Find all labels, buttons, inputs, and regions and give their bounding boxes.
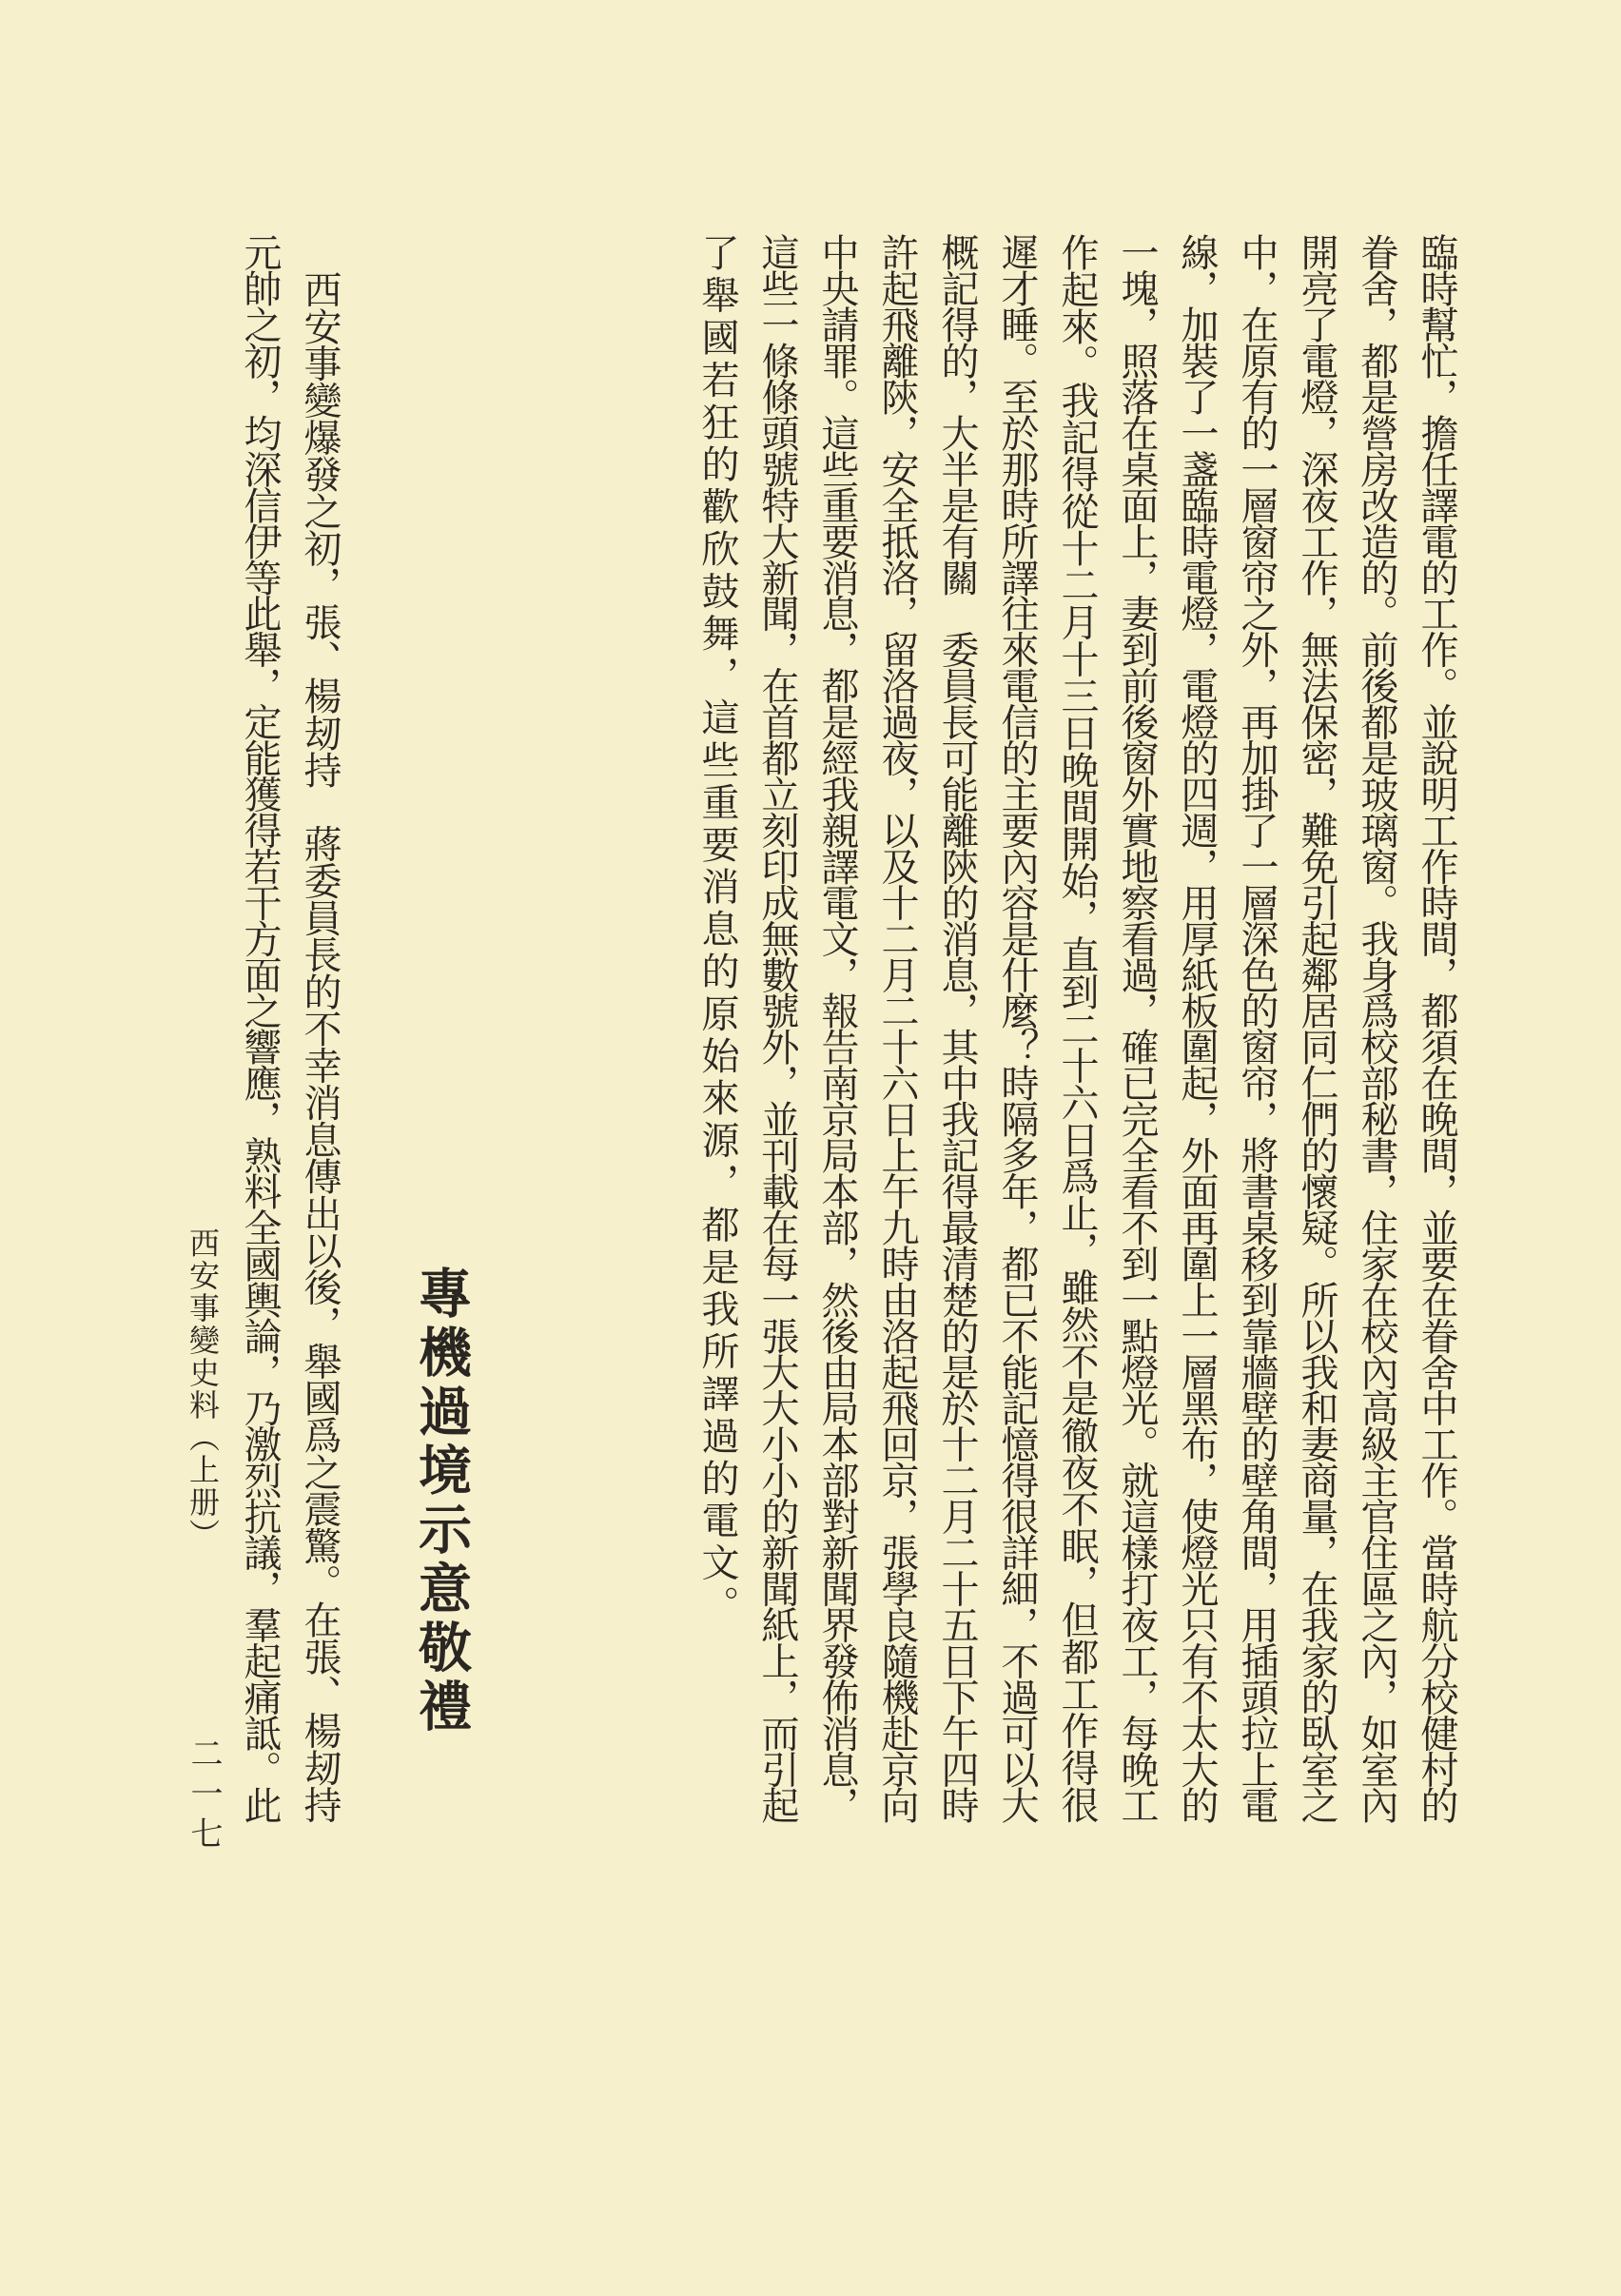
text-column: 一塊，照落在桌面上，妻到前後窗外實地察看過，確已完全看不到一點燈光。就這樣打夜工，每晚工 <box>1115 233 1159 1823</box>
text-column: 西安事變爆發之初，張、楊刼持 蔣委員長的不幸消息傳出以後，舉國爲之震驚。在張、楊刼持 <box>298 233 342 1823</box>
text-column: 這些一條條頭號特大新聞，在首都立刻印成無數號外，並刊載在每一張大大小小的新聞紙上，而引起 <box>755 233 799 1823</box>
text-column: 許起飛離陝，安全抵洛，留洛過夜，以及十二月二十六日上午九時由洛起飛回京，張學良隨機赴京向 <box>875 233 919 1823</box>
text-column: 眷舍，都是營房改造的。前後都是玻璃窗。我身爲校部秘書，住家在校內高級主官住區之內，如室內 <box>1355 233 1398 1823</box>
text-column: 開亮了電燈，深夜工作，無法保密，難免引起鄰居同仁們的懷疑。所以我和妻商量，在我家的臥室之 <box>1295 233 1338 1823</box>
text-column: 了舉國若狂的歡欣鼓舞，這些重要消息的原始來源，都是我所譯過的電文。 <box>695 233 739 1628</box>
section-heading: 專機過境示意敬禮 <box>410 1266 473 1737</box>
text-column: 元帥之初，均深信伊等此舉，定能獲得若干方面之響應，熟料全國輿論，乃激烈抗議，羣起痛詆。此 <box>238 233 282 1823</box>
text-column: 遲才睡。至於那時所譯往來電信的主要內容是什麼？時隔多年，都已不能記憶得很詳細，不過可以大 <box>995 233 1039 1823</box>
text-column: 中央請罪。這些重要消息，都是經我親譯電文，報告南京局本部，然後由局本部對新聞界發佈消息， <box>815 233 859 1823</box>
page-number: 二一七 <box>185 1737 223 1856</box>
footer-book-title: 西安事變史料（上册） <box>185 1227 221 1551</box>
text-column: 臨時幫忙，擔任譯電的工作。並說明工作時間，都須在晚間，並要在眷舍中工作。當時航分校健村的 <box>1415 233 1458 1823</box>
text-column: 線，加裝了一盞臨時電燈，電燈的四週，用厚紙板圍起，外面再圍上一層黑布，使燈光只有不太大的 <box>1175 233 1219 1823</box>
text-column: 作起來。我記得從十二月十三日晚間開始，直到二十六日爲止，雖然不是徹夜不眠，但都工作得很 <box>1055 233 1099 1823</box>
text-column: 中，在原有的一層窗帘之外，再加掛了一層深色的窗帘，將書桌移到靠牆壁的壁角間，用插頭拉上電 <box>1235 233 1279 1823</box>
text-column: 概記得的，大半是有關 委員長可能離陝的消息，其中我記得最清楚的是於十二月二十五日下午四時 <box>935 233 979 1823</box>
